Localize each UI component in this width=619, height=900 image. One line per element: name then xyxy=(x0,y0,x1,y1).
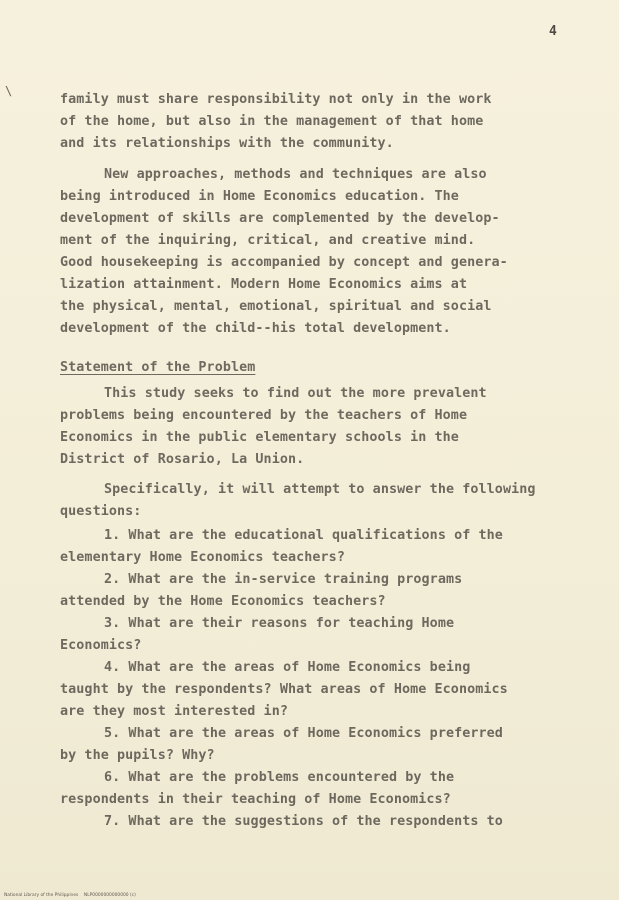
text-line: being introduced in Home Economics education. The xyxy=(60,189,459,204)
question-6: 6. What are the problems encountered by the xyxy=(104,770,455,785)
page-number: 4 xyxy=(549,24,557,39)
section-heading: Statement of the Problem xyxy=(60,360,256,375)
text-line: elementary Home Economics teachers? xyxy=(60,550,345,565)
text-line: lization attainment. Modern Home Economics aims at xyxy=(60,277,468,292)
text-line: District of Rosario, La Union. xyxy=(60,452,305,467)
text-line: the physical, mental, emotional, spiritual and social xyxy=(60,299,492,314)
text-line: problems being encountered by the teachers of Home xyxy=(60,408,468,423)
text-line: respondents in their teaching of Home Economics? xyxy=(60,792,451,807)
text-line: family must share responsibility not only in the work xyxy=(60,92,492,107)
text-line: and its relationships with the community. xyxy=(60,136,394,151)
text-line: Good housekeeping is accompanied by concept and genera- xyxy=(60,255,508,270)
text-line: Economics? xyxy=(60,638,142,653)
question-5: 5. What are the areas of Home Economics preferred xyxy=(104,726,503,741)
archive-footer: National Library of the Philippines NLP0000000000000 (c) xyxy=(4,893,136,898)
text-line: taught by the respondents? What areas of Home Economics xyxy=(60,682,508,697)
text-line: questions: xyxy=(60,504,142,519)
question-3: 3. What are their reasons for teaching Home xyxy=(104,616,455,631)
question-7: 7. What are the suggestions of the respondents to xyxy=(104,814,503,829)
text-line: are they most interested in? xyxy=(60,704,288,719)
text-line: attended by the Home Economics teachers? xyxy=(60,594,386,609)
text-line: of the home, but also in the management of that home xyxy=(60,114,484,129)
text-line: development of the child--his total development. xyxy=(60,321,451,336)
question-1: 1. What are the educational qualifications of the xyxy=(104,528,503,543)
question-2: 2. What are the in-service training programs xyxy=(104,572,463,587)
text-line: Specifically, it will attempt to answer the following xyxy=(104,482,536,497)
text-line: development of skills are complemented by the develop- xyxy=(60,211,500,226)
text-line: This study seeks to find out the more prevalent xyxy=(104,386,487,401)
margin-mark: \ xyxy=(5,84,13,98)
text-line: Economics in the public elementary schools in the xyxy=(60,430,459,445)
question-4: 4. What are the areas of Home Economics being xyxy=(104,660,471,675)
text-line: New approaches, methods and techniques are also xyxy=(104,167,487,182)
text-line: ment of the inquiring, critical, and creative mind. xyxy=(60,233,476,248)
text-line: by the pupils? Why? xyxy=(60,748,215,763)
